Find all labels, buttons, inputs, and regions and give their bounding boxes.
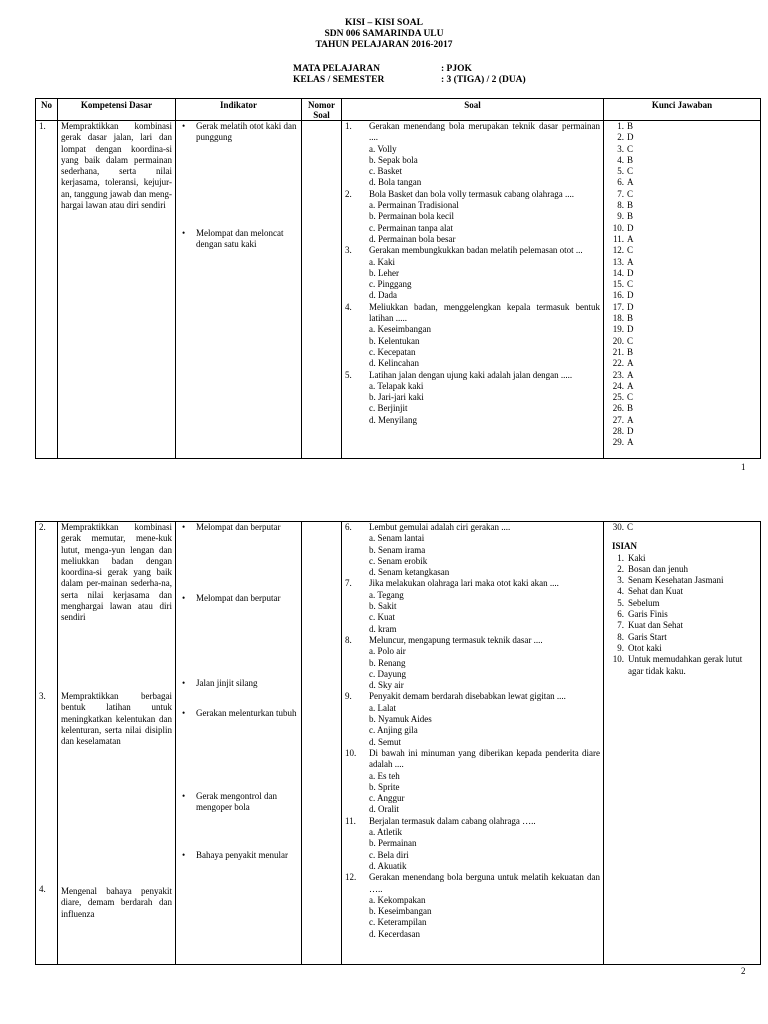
isian-item [612,654,757,677]
isian-item [612,553,757,564]
answer-key-item [612,144,757,155]
indikator-item: • Melompat dan berputar [179,522,298,533]
row-number: 3. [39,691,46,702]
answer-option: a. Lalat [369,702,396,713]
question-text [345,189,600,200]
question-stem: Latihan jalan dengan ujung kaki adalah jalan dengan ..... [369,369,573,380]
cell-kunci [604,121,761,459]
item-number: 22. [612,358,624,369]
item-answer: B [627,121,634,131]
answer-key-item [612,257,757,268]
question-stem: Berjalan termasuk dalam cabang olahraga ….. [369,815,536,826]
answer-option: d. Dada [369,290,397,301]
item-answer: D [627,132,634,143]
item-answer: B [627,403,634,414]
question-stem: Bola Basket dan bola volly termasuk cabang olahraga .... [369,188,574,199]
cell-kd: Mempraktikkan kombinasi gerak dasar jalan, lari dan lompat dengan koordina-si yang baik dalam permainan sederhana, serta nilai kerjasama, toleransi, kejujur-an, tanggung jawab dan meng-hargai lawan atau diri sendiri [58,121,176,459]
cell-no: 1. [36,121,58,459]
col-header-kunci: Kunci Jawaban [604,99,761,121]
answer-option: b. Nyamuk Aides [369,714,432,725]
item-answer: C [627,522,634,532]
answer-key-item [612,302,757,313]
answer-option: c. Pinggang [369,279,412,290]
answer-key-item [612,381,757,392]
answer-option: b. Leher [369,267,399,278]
item-number: 1. [617,121,624,131]
question-item [345,816,600,872]
question-number: 4. [345,301,352,312]
answer-option: d. Bola tangan [369,177,422,188]
question-number: 5. [345,369,352,380]
question-text [345,816,600,827]
answer-option: b. Sprite [369,781,400,792]
answer-key-item [612,415,757,426]
answer-key-item [612,347,757,358]
answer-option: a. Telapak kaki [369,380,424,391]
answer-option: a. Atletik [369,827,402,838]
question-number: 8. [345,634,352,645]
answer-option: c. Kecepatan [369,346,416,357]
cell-soal [342,522,604,965]
indikator-item: • Bahaya penyakit menular [179,850,298,861]
page-number: 2 [741,966,746,976]
item-number: 12. [612,245,624,256]
item-number: 27. [612,414,624,425]
answer-key-item [612,426,757,437]
question-number: 6. [345,522,352,532]
answer-key-item [612,177,757,188]
cell-indikator [176,522,302,965]
answer-key-item [612,437,757,448]
item-number: 15. [612,279,624,290]
indikator-item: • Gerak mengontrol dan mengoper bola [179,791,298,814]
answer-option: a. Es teh [369,770,400,781]
item-answer: B [627,200,634,211]
question-number: 1. [345,121,352,131]
meta-subject [293,64,472,75]
item-number: 24. [612,380,624,391]
item-answer: D [627,290,634,301]
item-answer: D [627,426,634,437]
answer-option: d. Kecerdasan [369,928,420,939]
col-header-soal: Soal [342,99,604,121]
question-text [345,748,600,771]
item-number: 2. [617,132,624,143]
indikator-item: • Melompat dan berputar [179,593,298,604]
item-answer: A [627,414,634,425]
item-answer: A [627,256,634,267]
answer-option: d. Menyilang [369,414,417,425]
answer-key-item [612,121,757,132]
answer-option: c. Basket [369,166,402,177]
kisi-table-page1 [35,98,761,459]
item-answer: Garis Finis [628,609,668,620]
answer-option: b. Kelentukan [369,335,420,346]
item-answer: C [627,188,634,199]
col-header-nomor: Nomor Soal [302,99,342,121]
answer-option: c. Bela diri [369,849,409,860]
col-header-no: No [36,99,58,121]
item-answer: C [627,392,634,403]
question-item [345,370,600,426]
item-answer: B [627,346,634,357]
item-answer: Kaki [628,552,646,563]
question-item [345,691,600,747]
question-number: 11. [345,815,356,826]
answer-option: d. Akuatik [369,860,407,871]
item-answer: Kuat dan Sehat [628,620,683,631]
item-answer: C [627,143,634,154]
question-stem: Penyakit demam berdarah disebabkan lewat gigitan .... [369,691,566,702]
item-number: 4. [617,154,624,165]
item-answer: C [627,279,634,290]
item-answer: Sebelum [628,597,660,608]
question-item [345,302,600,370]
answer-option: c. Anjing gila [369,725,418,736]
item-answer: Untuk memudahkan gerak lutut agar tidak kaku. [628,654,743,676]
isian-item [612,609,757,620]
item-number: 28. [612,426,624,437]
item-answer: Senam Kesehatan Jasmani [628,575,724,586]
answer-option: c. Dayung [369,668,406,679]
item-number: 6. [617,177,624,188]
answer-option: b. Keseimbangan [369,906,432,917]
cell-kunci [604,522,761,965]
item-answer: D [627,301,634,312]
question-item [345,635,600,691]
school-year: TAHUN PELAJARAN 2016-2017 [315,40,453,50]
item-number: 3. [617,143,624,154]
item-number: 19. [612,324,624,335]
answer-key-item [612,155,757,166]
table-header-row [36,99,761,121]
page-number: 1 [741,462,746,472]
item-number: 8. [617,631,624,642]
item-number: 30. [612,522,624,532]
question-number: 10. [345,747,357,758]
answer-option: a. Kaki [369,256,395,267]
doc-title: KISI – KISI SOAL [345,18,423,28]
item-answer: Bosan dan jenuh [628,563,688,574]
item-number: 5. [617,166,624,177]
question-stem: Meluncur, mengapung termasuk teknik dasar .... [369,634,543,645]
answer-option: c. Berjinjit [369,403,408,414]
answer-option: b. Jari-jari kaki [369,392,424,403]
school-name: SDN 006 SAMARINDA ULU [324,29,444,39]
answer-key-item [612,358,757,369]
question-item [345,522,600,578]
question-stem: Gerakan membungkukkan badan melatih pelemasan otot ... [369,245,583,256]
class-label: KELAS / SEMESTER [293,75,385,85]
item-number: 5. [617,597,624,608]
item-number: 14. [612,267,624,278]
item-answer: A [627,437,634,448]
isian-item [612,632,757,643]
answer-key-item [612,290,757,301]
table-row [36,522,761,965]
question-item [345,748,600,816]
col-header-kd: Kompetensi Dasar [58,99,176,121]
item-number: 25. [612,392,624,403]
item-number: 20. [612,335,624,346]
isian-item [612,586,757,597]
question-text [345,578,600,589]
meta-class [293,75,526,86]
item-answer: B [627,313,634,324]
item-answer: A [627,233,634,244]
answer-option: c. Anggur [369,793,405,804]
answer-option: b. Sepak bola [369,154,418,165]
answer-key-item [612,211,757,222]
table-row [36,121,761,459]
answer-option: b. Senam irama [369,544,426,555]
item-number: 10. [612,654,624,665]
item-answer: A [627,380,634,391]
question-text [345,635,600,646]
item-number: 7. [617,188,624,199]
question-number: 9. [345,691,352,702]
question-text [345,370,600,381]
answer-key-item [612,189,757,200]
answer-option: b. Permainan [369,838,417,849]
subject-value: : PJOK [441,64,472,74]
question-item [345,189,600,245]
item-number: 1. [617,552,624,563]
item-answer: B [627,211,634,222]
answer-key-item [612,166,757,177]
indikator-item: • Melompat dan meloncat dengan satu kaki [179,228,298,251]
item-number: 8. [617,200,624,211]
item-number: 16. [612,290,624,301]
item-number: 10. [612,222,624,233]
indikator-item: • Gerakan melenturkan tubuh [179,708,298,719]
question-text [345,245,600,256]
question-item [345,578,600,634]
item-number: 21. [612,346,624,357]
answer-key-item [612,522,757,533]
item-answer: C [627,166,634,177]
row-number: 4. [39,883,46,894]
answer-option: c. Permainan tanpa alat [369,222,453,233]
answer-option: a. Keseimbangan [369,324,431,335]
answer-key-item [612,245,757,256]
answer-key-item [612,279,757,290]
question-item [345,245,600,301]
question-text [345,522,600,533]
answer-option: d. Kelincahan [369,358,419,369]
question-number: 7. [345,578,352,589]
item-number: 9. [617,642,624,653]
answer-key-item [612,324,757,335]
isian-item [612,564,757,575]
answer-option: a. Kekompakan [369,894,426,905]
item-answer: D [627,324,634,335]
cell-nomor-soal [302,121,342,459]
item-number: 4. [617,586,624,597]
question-stem: Lembut gemulai adalah ciri gerakan .... [369,522,511,532]
answer-option: a. Tegang [369,589,404,600]
answer-option: d. kram [369,623,397,634]
item-number: 2. [617,563,624,574]
question-number: 3. [345,245,352,256]
item-number: 6. [617,609,624,620]
answer-key-item [612,132,757,143]
indikator-item: • Jalan jinjit silang [179,678,298,689]
kd-text: Mempraktikkan kombinasi gerak memutar, mene-kuk lutut, menga-yun lengan dan meliukkan badan dengan koordina-si gerak yang baik dalam per-mainan sederha-na, serta nilai kerjasama dan menghargai lawan atau diri sendiri [61,522,172,623]
answer-option: a. Polo air [369,646,406,657]
answer-option: c. Keterampilan [369,917,427,928]
question-stem: Di bawah ini minuman yang diberikan kepada penderita diare adalah .... [369,747,600,770]
item-answer: C [627,245,634,256]
question-text [345,691,600,702]
answer-key-item [612,200,757,211]
row-number: 2. [39,522,46,532]
cell-nomor-soal [302,522,342,965]
item-answer: B [627,154,634,165]
question-number: 12. [345,872,357,883]
answer-key-item [612,268,757,279]
cell-soal [342,121,604,459]
answer-key-item [612,403,757,414]
item-number: 18. [612,313,624,324]
question-number: 2. [345,188,352,199]
cell-indikator [176,121,302,459]
answer-option: a. Volly [369,143,397,154]
answer-option: b. Sakit [369,601,397,612]
item-answer: A [627,177,634,188]
question-text [345,872,600,895]
answer-option: b. Permainan bola kecil [369,211,454,222]
item-answer: D [627,267,634,278]
answer-option: d. Permainan bola besar [369,233,456,244]
item-number: 29. [612,437,624,448]
answer-option: d. Oralit [369,804,399,815]
answer-option: d. Semut [369,736,402,747]
answer-option: c. Kuat [369,612,395,623]
question-item [345,121,600,189]
col-header-indikator: Indikator [176,99,302,121]
class-value: : 3 (TIGA) / 2 (DUA) [441,75,526,85]
question-stem: Gerakan menendang bola berguna untuk melatih kekuatan dan ….. [369,872,600,894]
kd-text: Mempraktikkan berbagai bentuk latihan untuk meningkatkan kelentukan dan kelenturan, serta nilai disiplin dan keselamatan [61,691,172,747]
item-answer: A [627,358,634,369]
item-answer: Garis Start [628,631,667,642]
answer-key-item [612,336,757,347]
isian-item [612,575,757,586]
question-stem: Jika melakukan olahraga lari maka otot kaki akan .... [369,578,559,589]
kd-text: Mengenal bahaya penyakit diare, demam berdarah dan influenza [61,886,172,919]
question-text [345,302,600,325]
item-number: 11. [613,233,624,244]
item-number: 23. [612,369,624,380]
indikator-item: • Gerak melatih otot kaki dan punggung [179,121,298,144]
item-number: 26. [612,403,624,414]
kisi-table-page2 [35,521,761,965]
item-answer: A [627,369,634,380]
answer-key-item [612,392,757,403]
isian-item [612,620,757,631]
item-number: 9. [617,211,624,222]
answer-key-item [612,313,757,324]
item-answer: Sehat dan Kuat [628,586,683,597]
answer-option: a. Senam lantai [369,533,425,544]
isian-title: ISIAN [612,541,638,552]
answer-option: d. Senam ketangkasan [369,567,450,578]
item-number: 7. [617,620,624,631]
answer-key-item [612,223,757,234]
cell-kd [58,522,176,965]
isian-item [612,643,757,654]
item-answer: Otot kaki [628,642,662,653]
question-item [345,872,600,940]
question-text [345,121,600,144]
question-stem: Gerakan menendang bola merupakan teknik dasar permainan .... [369,121,600,143]
isian-item [612,598,757,609]
item-answer: D [627,222,634,233]
question-stem: Meliukkan badan, menggelengkan kepala termasuk bentuk latihan ..... [369,301,600,324]
answer-option: c. Senam erobik [369,555,428,566]
item-number: 17. [612,301,624,312]
cell-no [36,522,58,965]
item-answer: C [627,335,634,346]
answer-option: d. Sky air [369,680,404,691]
item-number: 3. [617,575,624,586]
answer-option: b. Renang [369,657,406,668]
answer-key-item [612,370,757,381]
answer-option: a. Permainan Tradisional [369,200,459,211]
subject-label: MATA PELAJARAN [293,64,380,74]
item-number: 13. [612,256,624,267]
answer-key-item [612,234,757,245]
